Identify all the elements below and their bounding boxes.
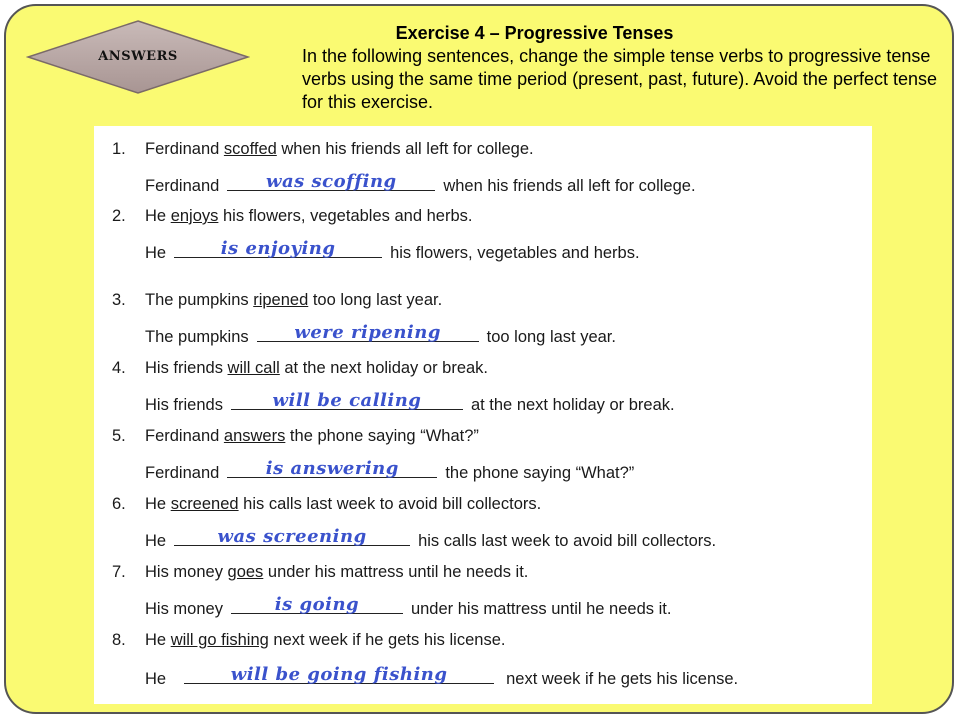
item-number: 1. (112, 140, 126, 158)
exercise-header (302, 22, 942, 114)
answer-blank (257, 322, 479, 343)
page-title: Exercise 4 – Progressive Tenses (395, 23, 674, 43)
worksheet: 1. Ferdinand scoffed when his friends all left for college. Ferdinand was scoffing when his friends all left for college. 2. He enjoys his flowers, vegetables and herbs. He is enjoying his flowers, vegetables and herbs. 3. The pumpkins ripened too long last year. The pumpkins were ripening too long last year. 4. His friends will call at the next holiday or break. His friends will be calling at the next holiday or break. 5. Ferdinand answers the phone saying “What?” Ferdinand is answering the phone saying “What?” 6. He screened his calls last week to avoid bill collectors. He was screening his calls last week to avoid bill collectors. 7. His money goes under his mattress until he needs it. His money is going under his mattress until he needs it. 8. He will go fishing next week if he gets his license. He will be going fishing next week if he gets his license. (94, 126, 872, 704)
answers-badge (26, 19, 250, 95)
verb: enjoys (170, 207, 219, 225)
verb: ripened (253, 291, 309, 309)
answer-blank (174, 526, 410, 547)
answer-blank (227, 458, 437, 479)
item-number: 4. (112, 359, 126, 377)
verb: will call (227, 359, 280, 377)
answer: was scoffing (265, 171, 397, 192)
answer: were ripening (294, 322, 441, 343)
instructions-text: In the following sentences, change the simple tense verbs to progressive tense verbs using the same time period (present, past, future). Avoid the perfect tense for this exercise. (302, 46, 938, 112)
answers-label: ANSWERS (98, 49, 178, 64)
verb: scoffed (223, 140, 277, 158)
answer: was screening (217, 526, 367, 547)
answer-blank (227, 171, 435, 192)
answer: is going (274, 594, 360, 615)
answer-blank (174, 238, 382, 259)
item-number: 5. (112, 427, 126, 445)
answer-blank (184, 664, 494, 685)
answer: is enjoying (220, 238, 336, 259)
item-number: 7. (112, 563, 126, 581)
answer-blank (231, 390, 463, 411)
answer: will be going fishing (230, 664, 448, 685)
answer-blank (231, 594, 403, 615)
verb: will go fishing (170, 631, 269, 649)
answer: is answering (265, 458, 399, 479)
verb: screened (170, 495, 239, 513)
item-number: 2. (112, 207, 126, 225)
answer: will be calling (272, 390, 422, 411)
verb: goes (227, 563, 264, 581)
item-number: 3. (112, 291, 126, 309)
item-number: 8. (112, 631, 126, 649)
verb: answers (223, 427, 286, 445)
item-number: 6. (112, 495, 126, 513)
